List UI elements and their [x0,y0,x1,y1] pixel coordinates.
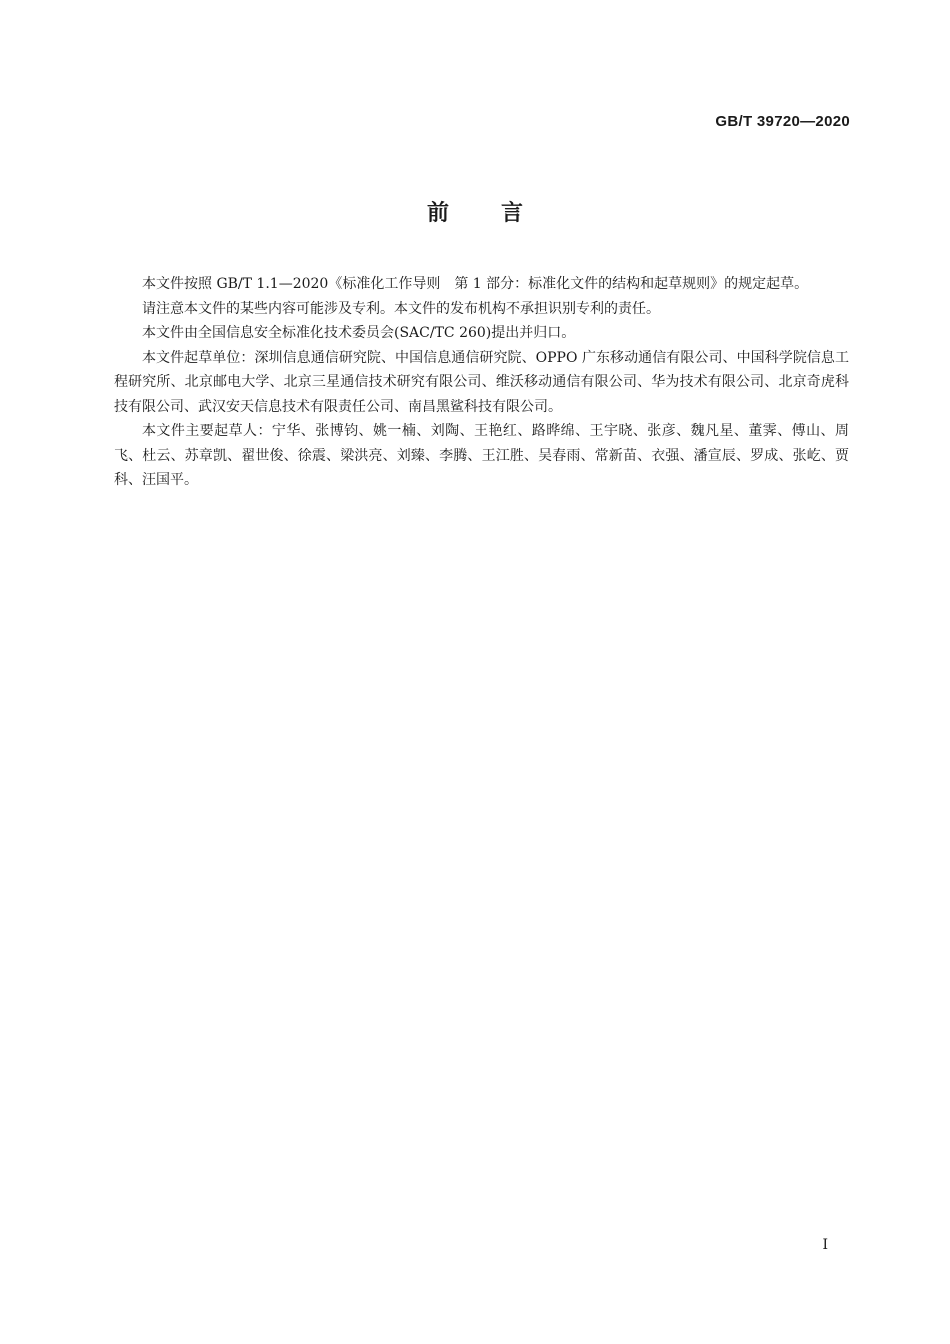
paragraph-drafting-units: 本文件起草单位：深圳信息通信研究院、中国信息通信研究院、OPPO 广东移动通信有限公司、中国科学院信息工程研究所、北京邮电大学、北京三星通信技术研究有限公司、维沃移动通信有限公司、华为技术有限公司、北京奇虎科技有限公司、武汉安天信息技术有限责任公司、南昌黑鲨科技有限公司。 [114,349,849,415]
paragraph-proposer: 本文件由全国信息安全标准化技术委员会(SAC/TC 260)提出并归口。 [142,325,576,341]
paragraph-drafting-rules: 本文件按照 GB/T 1.1—2020《标准化工作导则 第 1 部分：标准化文件的结构和起草规则》的规定起草。 [142,276,809,292]
page-title-left: 前 [426,201,449,226]
standard-number: GB/T 39720—2020 [715,113,850,130]
paragraph-drafters: 本文件主要起草人：宁华、张博钧、姚一楠、刘陶、王艳红、路晔绵、王宇晓、张彦、魏凡星、董霁、傅山、周飞、杜云、苏章凯、翟世俊、徐震、梁洪亮、刘臻、李腾、王江胜、吴春雨、常新苗、衣强、潘宣辰、罗成、张屹、贾科、汪国平。 [114,423,849,488]
page-title-right: 言 [501,201,524,226]
paragraph-patent-notice: 请注意本文件的某些内容可能涉及专利。本文件的发布机构不承担识别专利的责任。 [142,300,660,317]
foreword-body [114,272,849,493]
page-title [0,196,950,227]
page-number: I [822,1237,828,1253]
